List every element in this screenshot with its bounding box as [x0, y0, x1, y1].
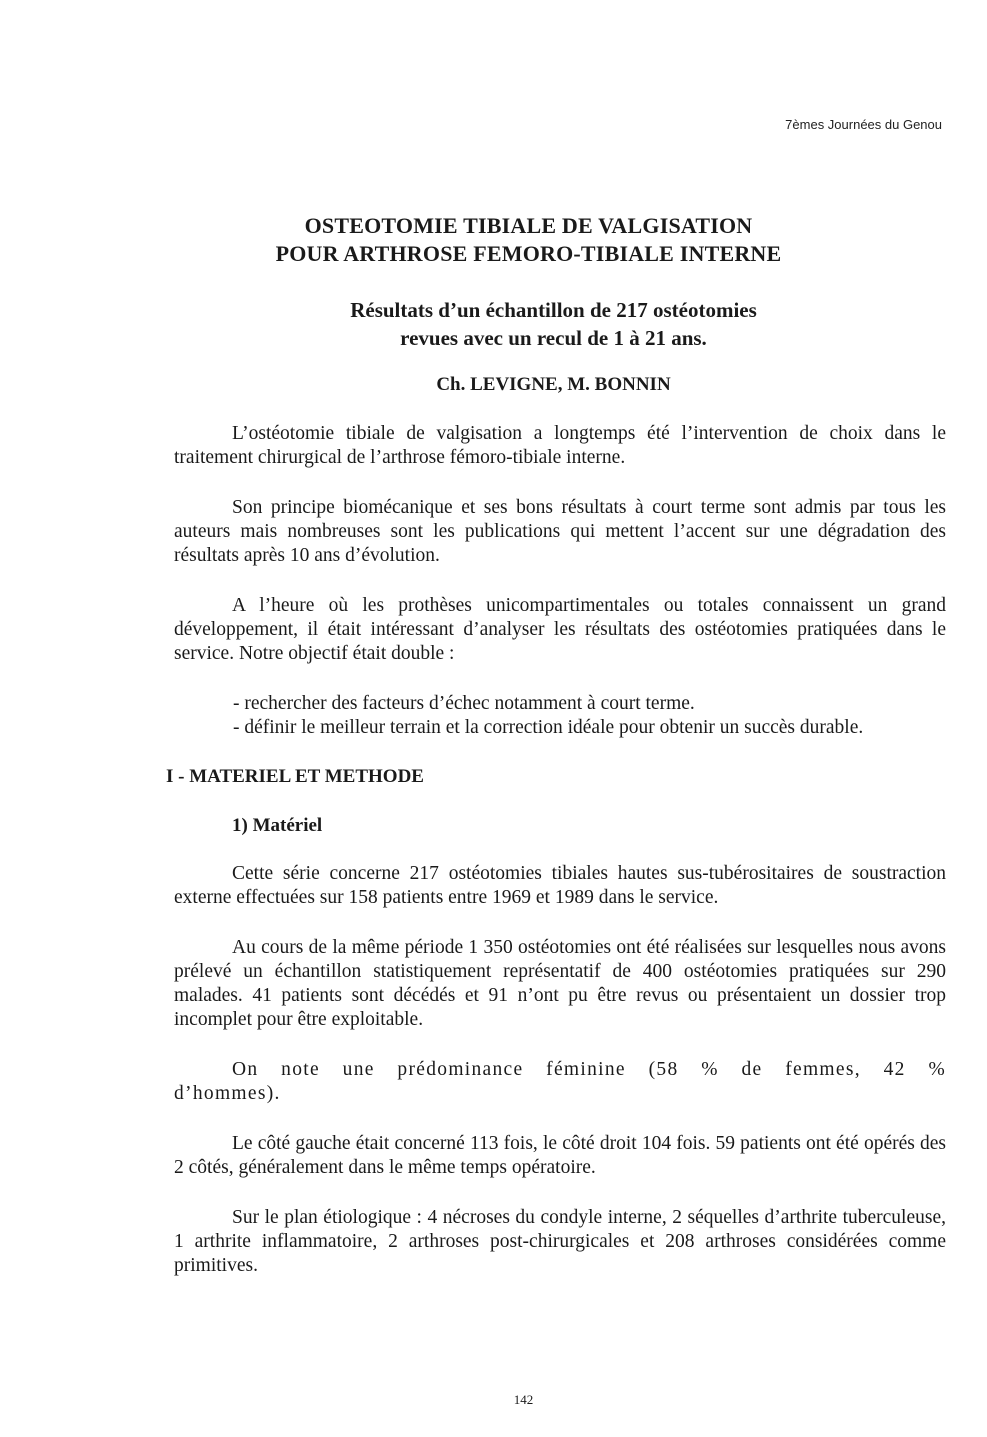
intro-paragraph-2: Son principe biomécanique et ses bons résultats à court terme sont admis par tous les auteurs mais nombreuses sont les publications qui mettent l’accent sur une dégradation des résultats après 10 ans d’évolution.: [174, 497, 946, 566]
list-item: - rechercher des facteurs d’échec notamment à court terme.: [233, 693, 695, 714]
intro-paragraph-1: L’ostéotomie tibiale de valgisation a longtemps été l’intervention de choix dans le traitement chirurgical de l’arthrose fémoro-tibiale interne.: [174, 423, 946, 468]
subsection-heading: 1) Matériel: [232, 815, 323, 836]
objectives-list: [174, 692, 946, 740]
materiel-paragraph-1: Cette série concerne 217 ostéotomies tibiales hautes sus-tubérositaires de soustraction externe effectuées sur 158 patients entre 1969 et 1989 dans le service.: [174, 863, 946, 908]
article-subtitle: [0, 296, 987, 352]
title-line-2: POUR ARTHROSE FEMORO-TIBIALE INTERNE: [275, 241, 782, 266]
page-number: 142: [513, 1392, 534, 1407]
running-header: 7èmes Journées du Genou: [785, 117, 942, 132]
list-item: - définir le meilleur terrain et la correction idéale pour obtenir un succès durable.: [233, 717, 864, 738]
section-heading: I - MATERIEL ET METHODE: [166, 766, 424, 787]
materiel-paragraph-5: Sur le plan étiologique : 4 nécroses du condyle interne, 2 séquelles d’arthrite tuberculeuse, 1 arthrite inflammatoire, 2 arthroses post-chirurgicales et 208 arthroses considérées comme primitives.: [174, 1207, 946, 1276]
article-title: [0, 212, 987, 268]
subtitle-line-1: Résultats d’un échantillon de 217 ostéotomies: [350, 298, 757, 322]
materiel-paragraph-2: Au cours de la même période 1 350 ostéotomies ont été réalisées sur lesquelles nous avons prélevé un échantillon statistiquement représentatif de 400 ostéotomies pratiquées sur 290 malades. 41 patients sont décédés et 91 n’ont pu être revus ou présentaient un dossier trop incomplet pour être exploitable.: [174, 937, 946, 1030]
subtitle-line-2: revues avec un recul de 1 à 21 ans.: [400, 326, 707, 350]
materiel-paragraph-3: On note une prédominance féminine (58 % de femmes, 42 % d’hommes).: [174, 1059, 946, 1104]
authors: Ch. LEVIGNE, M. BONNIN: [436, 374, 671, 395]
article-body: [166, 422, 946, 1304]
title-line-1: OSTEOTOMIE TIBIALE DE VALGISATION: [304, 213, 753, 238]
materiel-paragraph-4: Le côté gauche était concerné 113 fois, le côté droit 104 fois. 59 patients ont été opérés des 2 côtés, généralement dans le même temps opératoire.: [174, 1133, 946, 1178]
intro-paragraph-3: A l’heure où les prothèses unicompartimentales ou totales connaissent un grand développement, il était intéressant d’analyser les résultats des ostéotomies pratiquées dans le service. Notre objectif était double :: [174, 595, 946, 664]
